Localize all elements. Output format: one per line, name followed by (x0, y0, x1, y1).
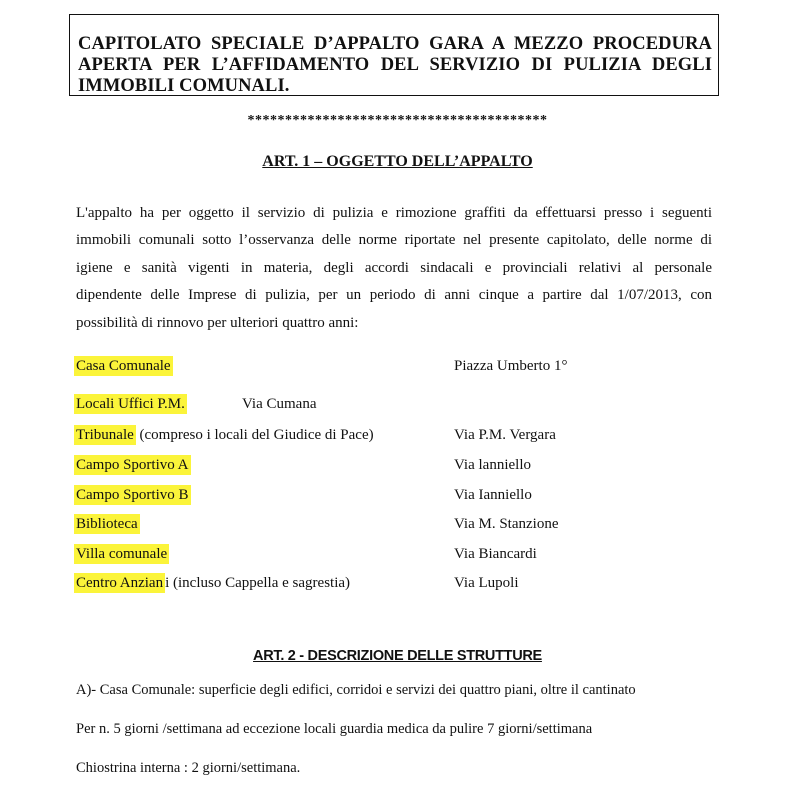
building-address: Piazza Umberto 1° (454, 358, 568, 374)
highlighted-text: Casa Comunale (76, 358, 171, 374)
building-address: Via Cumana (242, 396, 317, 412)
highlighted-text: Tribunale (76, 427, 134, 443)
building-name (76, 396, 187, 413)
art1-paragraph (76, 200, 712, 337)
building-address: Via Biancardi (454, 546, 537, 562)
paragraph-line: igiene e sanità vigenti in materia, degli accordi sindacali e provinciali relativi al personale (76, 259, 712, 276)
highlighted-text: Campo Sportivo A (76, 457, 189, 473)
document-title-box (69, 14, 719, 96)
title-line-2: APERTA PER L’AFFIDAMENTO DEL SERVIZIO DI PULIZIA DEGLI (78, 55, 712, 75)
building-name (76, 358, 173, 375)
highlighted-text: Centro Anzian (76, 575, 164, 591)
paragraph-line: L'appalto ha per oggetto il servizio di pulizia e rimozione graffiti da effettuarsi presso i seguenti (76, 205, 712, 221)
art2-line: Chiostrina interna : 2 giorni/settimana. (76, 760, 301, 776)
highlighted-text: Villa comunale (76, 546, 168, 562)
building-address: Via Ianniello (454, 487, 532, 503)
title-line-1: CAPITOLATO SPECIALE D’APPALTO GARA A MEZZO PROCEDURA (78, 34, 712, 54)
building-address: Via M. Stanzione (454, 516, 559, 532)
art2-line: Per n. 5 giorni /settimana ad eccezione locali guardia medica da pulire 7 giorni/settimana (76, 721, 593, 737)
building-name (76, 546, 169, 563)
art1-heading: ART. 1 – OGGETTO DELL’APPALTO (262, 153, 533, 170)
building-name (76, 457, 191, 474)
building-name (76, 516, 140, 533)
paragraph-line: dipendente delle Imprese di pulizia, per un periodo di anni cinque a partire dal 1/07/2013, con (76, 287, 712, 304)
separator-stars: **************************************** (247, 113, 548, 128)
building-name (76, 487, 191, 504)
title-line-3: IMMOBILI COMUNALI. (78, 76, 290, 96)
highlighted-text: Locali Uffici P.M. (76, 396, 185, 412)
building-address: Via P.M. Vergara (454, 427, 556, 443)
paragraph-line: immobili comunali sotto l’osservanza delle norme riportate nel presente capitolato, delle norme di (76, 232, 712, 249)
paragraph-line: possibilità di rinnovo per ulteriori quattro anni: (76, 314, 359, 331)
building-address: Via Lupoli (454, 575, 519, 591)
highlighted-text: Biblioteca (76, 516, 138, 532)
building-name: Tribunale (compreso i locali del Giudice di Pace) (76, 427, 374, 443)
highlighted-text: Campo Sportivo B (76, 487, 189, 503)
art2-heading: ART. 2 - DESCRIZIONE DELLE STRUTTURE (253, 648, 542, 664)
building-name: Centro Anzian i (incluso Cappella e sagrestia) (76, 575, 351, 591)
building-address: Via lanniello (454, 457, 531, 473)
art2-line: A)- Casa Comunale: superficie degli edifici, corridoi e servizi dei quattro piani, oltre il cantinato (76, 682, 636, 698)
